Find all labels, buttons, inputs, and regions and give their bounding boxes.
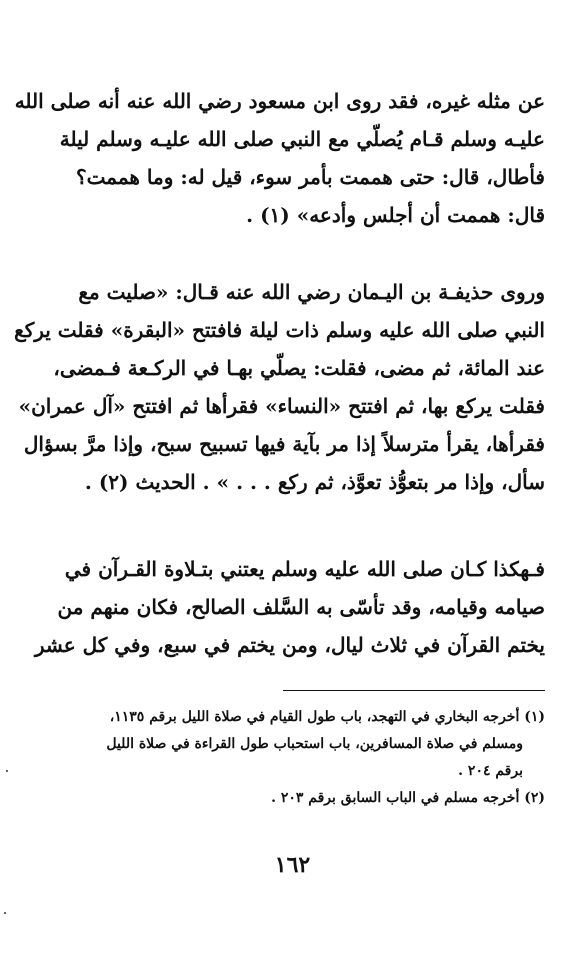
text-line: قال: هممت أن أجلس وأدعه» (١) . [246, 203, 545, 227]
footnote-2: (٢) أخرجه مسلم في الباب السابق برقم ٢٠٣ . [271, 790, 545, 806]
text-line: فـهكذا كـان صلى الله عليه وسلم يعتني بتـلاوة القـرآن في [64, 557, 545, 581]
text-line: سأل، وإذا مر بتعوُّذ تعوَّذ، ثم ركع . . . » . الحديث (٢) . [84, 470, 545, 494]
text-line: وروى حذيفـة بن اليـمان رضي الله عنه قـال: «صليت مع [78, 280, 545, 304]
footnote-1-continuation: برقم ٢٠٤ . [458, 763, 523, 779]
text-line: النبي صلى الله عليه وسلم ذات ليلة فافتتح «البقرة» فقلت يركع [14, 318, 545, 342]
text-line: عند المائة، ثم مضى، فقلت: يصلّي بهـا في الركـعة فـمضى، [53, 356, 545, 380]
footnote-1: (١) أخرجه البخاري في التهجد، باب طول القيام في صلاة الليل برقم ١١٣٥، [109, 709, 545, 725]
text-line: عن مثله غيره، فقد روى ابن مسعود رضي الله عنه أنه صلى الله [14, 89, 545, 113]
paragraph-quran-recitation [34, 550, 545, 664]
paragraph-ibn-masud-narration [14, 82, 545, 234]
text-line: يختم القرآن في ثلاث ليال، ومن يختم في سبع، وفي كل عشر [34, 633, 545, 657]
text-line: عليـه وسلم قـام يُصلّي مع النبي صلى الله عليـه وسلم ليلة [59, 127, 545, 151]
text-line: فقرأها، يقرأ مترسلاً إذا مر بآية فيها تسبيح سبح، وإذا مرَّ بسؤال [23, 432, 545, 456]
paragraph-hudhayfa-narration [14, 273, 545, 501]
scan-speck [6, 770, 8, 772]
footnote-1-continuation: ومسلم في صلاة المسافرين، باب استحباب طول القراءة في صلاة الليل [106, 736, 523, 752]
text-line: صيامه وقيامه، وقد تأسّى به السَّلف الصالح، فكان منهم من [57, 595, 545, 619]
scan-speck [4, 912, 6, 914]
text-line: فأطال، قال: حتى هممت بأمر سوء، قيل له: وما هممت؟ [76, 165, 545, 189]
page-number: ١٦٢ [274, 852, 311, 878]
footnotes [40, 704, 545, 812]
footnote-divider [283, 690, 545, 691]
text-line: فقلت يركع بها، ثم افتتح «النساء» فقرأها ثم افتتح «آل عمران» [18, 394, 545, 418]
